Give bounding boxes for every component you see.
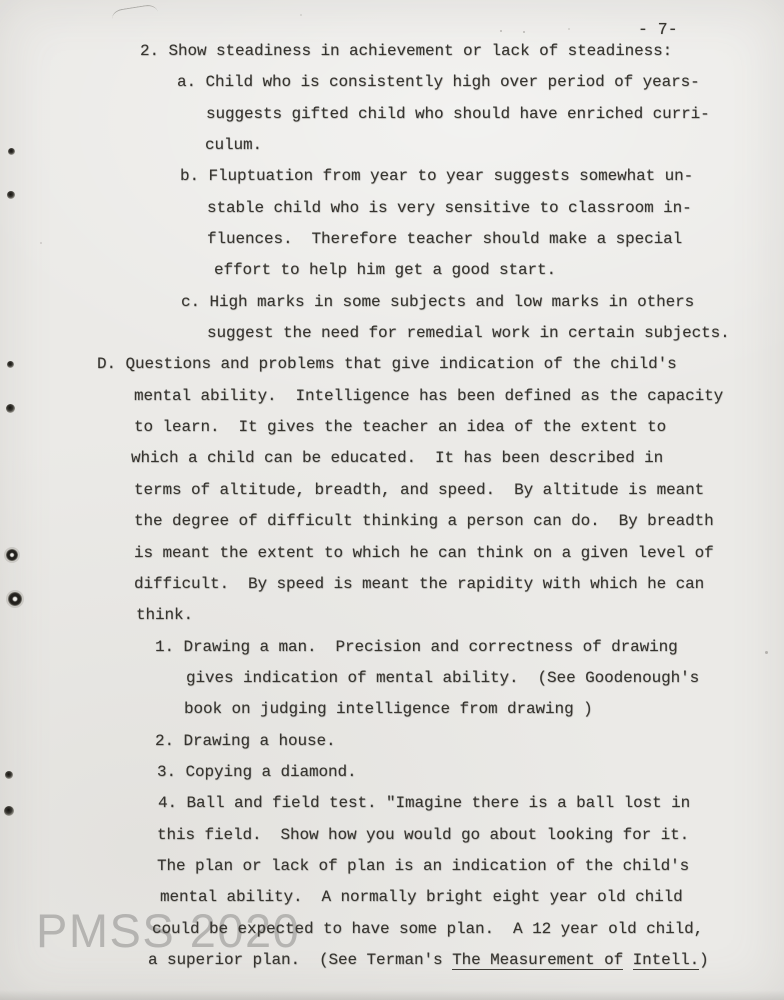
document-line: a. Child who is consistently high over period of years-: [177, 73, 700, 92]
document-line: c. High marks in some subjects and low marks in others: [181, 292, 695, 311]
text-run: [623, 951, 633, 969]
document-text: [0, 42, 784, 982]
pencil-mark: [111, 4, 159, 28]
document-line: suggest the need for remedial work in certain subjects.: [207, 324, 730, 343]
speck-mark: [568, 28, 570, 30]
document-line: could be expected to have some plan. A 12 year old child,: [152, 919, 704, 938]
binder-hole-mark: [8, 148, 15, 155]
text-run: a superior plan. (See Terman's: [148, 950, 453, 969]
binder-hole-mark: [6, 549, 18, 561]
speck-mark: [523, 31, 525, 33]
document-line: think.: [136, 606, 194, 625]
document-line: mental ability. Intelligence has been defined as the capacity: [134, 386, 724, 405]
document-line: this field. Show how you would go about looking for it.: [157, 825, 690, 844]
binder-hole-mark: [5, 771, 13, 779]
document-line: to learn. It gives the teacher an idea of the extent to: [134, 418, 667, 437]
scan-edge-shadow: [0, 990, 784, 1000]
document-line: 2. Show steadiness in achievement or lack of steadiness:: [140, 42, 673, 60]
document-line: fluences. Therefore teacher should make a special: [207, 230, 683, 249]
document-line: is meant the extent to which he can think on a given level of: [134, 543, 714, 562]
document-line: effort to help him get a good start.: [214, 261, 557, 280]
document-line: [0, 951, 784, 982]
underlined-text: The Measurement of: [452, 950, 624, 969]
document-line: 3. Copying a diamond.: [157, 762, 357, 781]
document-line: gives indication of mental ability. (See Goodenough's: [186, 668, 700, 687]
binder-hole-mark: [8, 592, 22, 606]
document-line: mental ability. A normally bright eight year old child: [160, 888, 683, 907]
binder-hole-mark: [6, 404, 15, 413]
binder-hole-mark: [7, 191, 15, 199]
document-line: 1. Drawing a man. Precision and correctness of drawing: [155, 637, 678, 656]
document-line: The plan or lack of plan is an indication of the child's: [157, 856, 690, 875]
text-run: ): [699, 950, 709, 969]
document-line: difficult. By speed is meant the rapidity with which he can: [134, 574, 705, 593]
document-line: terms of altitude, breadth, and speed. By altitude is meant: [134, 480, 705, 499]
binder-hole-mark: [7, 361, 14, 368]
document-line: stable child who is very sensitive to classroom in-: [207, 198, 692, 217]
document-line: book on judging intelligence from drawing ): [184, 700, 593, 719]
document-line: D. Questions and problems that give indication of the child's: [97, 355, 677, 374]
speck-mark: [40, 242, 42, 244]
speck-mark: [765, 651, 768, 654]
underlined-text: Intell.: [632, 950, 700, 969]
document-line: 2. Drawing a house.: [155, 731, 336, 750]
document-line: suggests gifted child who should have enriched curri-: [206, 104, 710, 123]
document-line: culum.: [205, 136, 263, 155]
document-line: b. Fluptuation from year to year suggests somewhat un-: [180, 167, 694, 186]
speck-mark: [500, 30, 502, 32]
document-line: the degree of difficult thinking a person can do. By breadth: [134, 512, 714, 531]
watermark: PMSS 2020: [36, 904, 301, 957]
page-number: - 7-: [638, 20, 678, 39]
document-line: which a child can be educated. It has been described in: [131, 449, 664, 468]
binder-hole-mark: [4, 806, 14, 816]
speck-mark: [300, 14, 302, 16]
document-line: 4. Ball and field test. "Imagine there is a ball lost in: [158, 794, 691, 813]
